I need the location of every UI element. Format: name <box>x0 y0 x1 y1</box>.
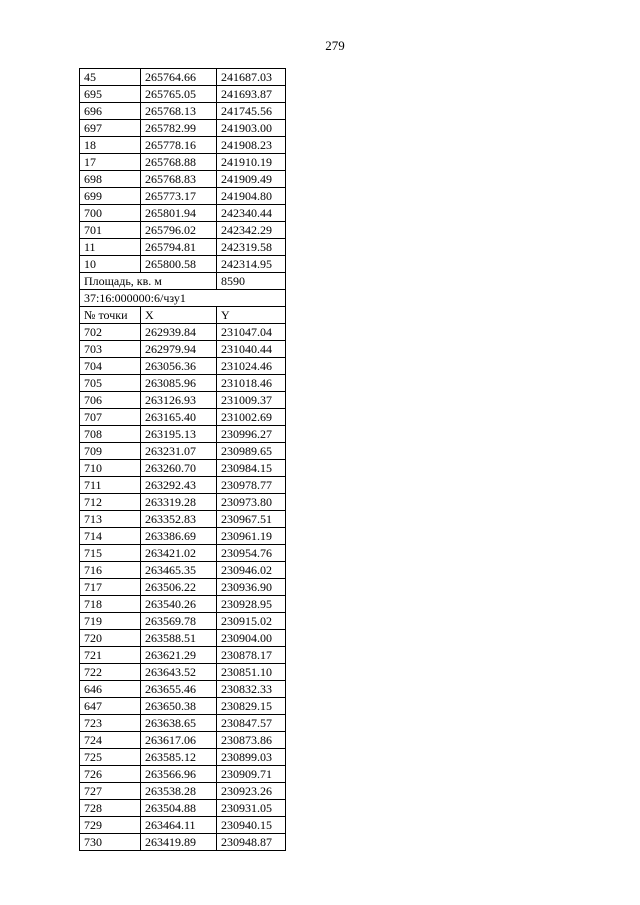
parcel-row <box>80 290 286 307</box>
table-row <box>80 324 286 341</box>
point-number-cell: 704 <box>80 358 141 375</box>
area-value: 8590 <box>217 273 286 290</box>
x-coordinate-cell: 263126.93 <box>141 392 217 409</box>
point-number-cell: 714 <box>80 528 141 545</box>
point-number-cell: 17 <box>80 154 141 171</box>
table-row <box>80 460 286 477</box>
y-coordinate-cell: 242342.29 <box>217 222 286 239</box>
y-coordinate-cell: 231018.46 <box>217 375 286 392</box>
y-coordinate-cell: 230973.80 <box>217 494 286 511</box>
y-coordinate-cell: 230989.65 <box>217 443 286 460</box>
y-coordinate-cell: 231002.69 <box>217 409 286 426</box>
point-number-cell: 719 <box>80 613 141 630</box>
x-coordinate-cell: 263643.52 <box>141 664 217 681</box>
table-row <box>80 256 286 273</box>
table-row <box>80 239 286 256</box>
point-number-cell: 722 <box>80 664 141 681</box>
top-rows <box>80 69 286 273</box>
table-row <box>80 426 286 443</box>
table-row <box>80 120 286 137</box>
y-coordinate-cell: 242319.58 <box>217 239 286 256</box>
point-number-cell: 715 <box>80 545 141 562</box>
y-coordinate-cell: 241693.87 <box>217 86 286 103</box>
x-coordinate-cell: 263655.46 <box>141 681 217 698</box>
area-row <box>80 273 286 290</box>
y-coordinate-cell: 230928.95 <box>217 596 286 613</box>
table-row <box>80 69 286 86</box>
y-coordinate-cell: 230899.03 <box>217 749 286 766</box>
table-row <box>80 664 286 681</box>
point-number-cell: 725 <box>80 749 141 766</box>
y-coordinate-cell: 241908.23 <box>217 137 286 154</box>
point-number-cell: 723 <box>80 715 141 732</box>
x-coordinate-cell: 265794.81 <box>141 239 217 256</box>
table-row <box>80 647 286 664</box>
table-row <box>80 86 286 103</box>
x-coordinate-cell: 265782.99 <box>141 120 217 137</box>
x-coordinate-cell: 263260.70 <box>141 460 217 477</box>
y-coordinate-cell: 230954.76 <box>217 545 286 562</box>
y-coordinate-cell: 231024.46 <box>217 358 286 375</box>
table-row <box>80 188 286 205</box>
y-coordinate-cell: 241910.19 <box>217 154 286 171</box>
y-coordinate-cell: 230961.19 <box>217 528 286 545</box>
point-number-cell: 726 <box>80 766 141 783</box>
parcel-id: 37:16:000000:6/чзу1 <box>80 290 286 307</box>
x-coordinate-cell: 263540.26 <box>141 596 217 613</box>
point-number-cell: 706 <box>80 392 141 409</box>
point-number-cell: 713 <box>80 511 141 528</box>
x-coordinate-cell: 263352.83 <box>141 511 217 528</box>
header-y: Y <box>217 307 286 324</box>
y-coordinate-cell: 230878.17 <box>217 647 286 664</box>
x-coordinate-cell: 263464.11 <box>141 817 217 834</box>
table-row <box>80 698 286 715</box>
x-coordinate-cell: 263319.28 <box>141 494 217 511</box>
table-row <box>80 749 286 766</box>
point-number-cell: 718 <box>80 596 141 613</box>
y-coordinate-cell: 241904.80 <box>217 188 286 205</box>
y-coordinate-cell: 230851.10 <box>217 664 286 681</box>
y-coordinate-cell: 242314.95 <box>217 256 286 273</box>
x-coordinate-cell: 263538.28 <box>141 783 217 800</box>
y-coordinate-cell: 230847.57 <box>217 715 286 732</box>
x-coordinate-cell: 263386.69 <box>141 528 217 545</box>
point-number-cell: 709 <box>80 443 141 460</box>
point-number-cell: 45 <box>80 69 141 86</box>
y-coordinate-cell: 230931.05 <box>217 800 286 817</box>
table-row <box>80 715 286 732</box>
table-row <box>80 392 286 409</box>
point-number-cell: 646 <box>80 681 141 698</box>
point-number-cell: 697 <box>80 120 141 137</box>
y-coordinate-cell: 241745.56 <box>217 103 286 120</box>
x-coordinate-cell: 265768.13 <box>141 103 217 120</box>
y-coordinate-cell: 230915.02 <box>217 613 286 630</box>
y-coordinate-cell: 230904.00 <box>217 630 286 647</box>
table-row <box>80 732 286 749</box>
x-coordinate-cell: 265764.66 <box>141 69 217 86</box>
y-coordinate-cell: 230946.02 <box>217 562 286 579</box>
header-point: № точки <box>80 307 141 324</box>
x-coordinate-cell: 265773.17 <box>141 188 217 205</box>
x-coordinate-cell: 263588.51 <box>141 630 217 647</box>
table-row <box>80 630 286 647</box>
x-coordinate-cell: 265801.94 <box>141 205 217 222</box>
x-coordinate-cell: 263056.36 <box>141 358 217 375</box>
x-coordinate-cell: 263195.13 <box>141 426 217 443</box>
table-row <box>80 613 286 630</box>
x-coordinate-cell: 265765.05 <box>141 86 217 103</box>
table-row <box>80 103 286 120</box>
x-coordinate-cell: 263506.22 <box>141 579 217 596</box>
table-row <box>80 766 286 783</box>
point-number-cell: 701 <box>80 222 141 239</box>
point-number-cell: 702 <box>80 324 141 341</box>
x-coordinate-cell: 262939.84 <box>141 324 217 341</box>
table-row <box>80 443 286 460</box>
point-number-cell: 696 <box>80 103 141 120</box>
coordinates-table <box>79 68 286 851</box>
point-number-cell: 724 <box>80 732 141 749</box>
y-coordinate-cell: 230936.90 <box>217 579 286 596</box>
x-coordinate-cell: 265778.16 <box>141 137 217 154</box>
x-coordinate-cell: 263566.96 <box>141 766 217 783</box>
point-number-cell: 699 <box>80 188 141 205</box>
x-coordinate-cell: 263650.38 <box>141 698 217 715</box>
point-number-cell: 18 <box>80 137 141 154</box>
header-row <box>80 307 286 324</box>
y-coordinate-cell: 241909.49 <box>217 171 286 188</box>
x-coordinate-cell: 263617.06 <box>141 732 217 749</box>
table-row <box>80 409 286 426</box>
point-number-cell: 720 <box>80 630 141 647</box>
y-coordinate-cell: 230909.71 <box>217 766 286 783</box>
point-number-cell: 700 <box>80 205 141 222</box>
y-coordinate-cell: 230948.87 <box>217 834 286 851</box>
table-row <box>80 494 286 511</box>
point-number-cell: 10 <box>80 256 141 273</box>
x-coordinate-cell: 263621.29 <box>141 647 217 664</box>
point-number-cell: 710 <box>80 460 141 477</box>
point-number-cell: 707 <box>80 409 141 426</box>
point-number-cell: 712 <box>80 494 141 511</box>
x-coordinate-cell: 265796.02 <box>141 222 217 239</box>
table-row <box>80 596 286 613</box>
point-number-cell: 717 <box>80 579 141 596</box>
x-coordinate-cell: 263231.07 <box>141 443 217 460</box>
y-coordinate-cell: 231047.04 <box>217 324 286 341</box>
table-row <box>80 222 286 239</box>
x-coordinate-cell: 263465.35 <box>141 562 217 579</box>
y-coordinate-cell: 230984.15 <box>217 460 286 477</box>
table-row <box>80 783 286 800</box>
header-x: X <box>141 307 217 324</box>
point-number-cell: 708 <box>80 426 141 443</box>
table-row <box>80 528 286 545</box>
table-row <box>80 375 286 392</box>
area-label: Площадь, кв. м <box>80 273 217 290</box>
table-row <box>80 154 286 171</box>
x-coordinate-cell: 265800.58 <box>141 256 217 273</box>
y-coordinate-cell: 230873.86 <box>217 732 286 749</box>
table-row <box>80 681 286 698</box>
point-number-cell: 11 <box>80 239 141 256</box>
point-number-cell: 716 <box>80 562 141 579</box>
x-coordinate-cell: 263419.89 <box>141 834 217 851</box>
y-coordinate-cell: 242340.44 <box>217 205 286 222</box>
table-row <box>80 137 286 154</box>
table-row <box>80 800 286 817</box>
point-number-cell: 721 <box>80 647 141 664</box>
table-row <box>80 511 286 528</box>
page-number: 279 <box>325 38 345 53</box>
table-row <box>80 579 286 596</box>
point-number-cell: 727 <box>80 783 141 800</box>
y-coordinate-cell: 230940.15 <box>217 817 286 834</box>
point-number-cell: 703 <box>80 341 141 358</box>
bottom-rows <box>80 324 286 851</box>
table-row <box>80 834 286 851</box>
x-coordinate-cell: 263638.65 <box>141 715 217 732</box>
x-coordinate-cell: 263504.88 <box>141 800 217 817</box>
y-coordinate-cell: 230923.26 <box>217 783 286 800</box>
x-coordinate-cell: 265768.83 <box>141 171 217 188</box>
point-number-cell: 698 <box>80 171 141 188</box>
point-number-cell: 695 <box>80 86 141 103</box>
table-row <box>80 477 286 494</box>
x-coordinate-cell: 263569.78 <box>141 613 217 630</box>
x-coordinate-cell: 262979.94 <box>141 341 217 358</box>
point-number-cell: 711 <box>80 477 141 494</box>
table-row <box>80 562 286 579</box>
x-coordinate-cell: 263165.40 <box>141 409 217 426</box>
y-coordinate-cell: 230832.33 <box>217 681 286 698</box>
x-coordinate-cell: 263085.96 <box>141 375 217 392</box>
x-coordinate-cell: 263421.02 <box>141 545 217 562</box>
y-coordinate-cell: 241903.00 <box>217 120 286 137</box>
y-coordinate-cell: 241687.03 <box>217 69 286 86</box>
point-number-cell: 728 <box>80 800 141 817</box>
table-row <box>80 205 286 222</box>
y-coordinate-cell: 230829.15 <box>217 698 286 715</box>
table-row <box>80 171 286 188</box>
table-row <box>80 817 286 834</box>
y-coordinate-cell: 230996.27 <box>217 426 286 443</box>
table-row <box>80 545 286 562</box>
point-number-cell: 729 <box>80 817 141 834</box>
y-coordinate-cell: 231040.44 <box>217 341 286 358</box>
summary-rows <box>80 273 286 324</box>
x-coordinate-cell: 263292.43 <box>141 477 217 494</box>
point-number-cell: 705 <box>80 375 141 392</box>
y-coordinate-cell: 230978.77 <box>217 477 286 494</box>
point-number-cell: 647 <box>80 698 141 715</box>
table-row <box>80 358 286 375</box>
y-coordinate-cell: 231009.37 <box>217 392 286 409</box>
table-row <box>80 341 286 358</box>
y-coordinate-cell: 230967.51 <box>217 511 286 528</box>
x-coordinate-cell: 263585.12 <box>141 749 217 766</box>
point-number-cell: 730 <box>80 834 141 851</box>
x-coordinate-cell: 265768.88 <box>141 154 217 171</box>
